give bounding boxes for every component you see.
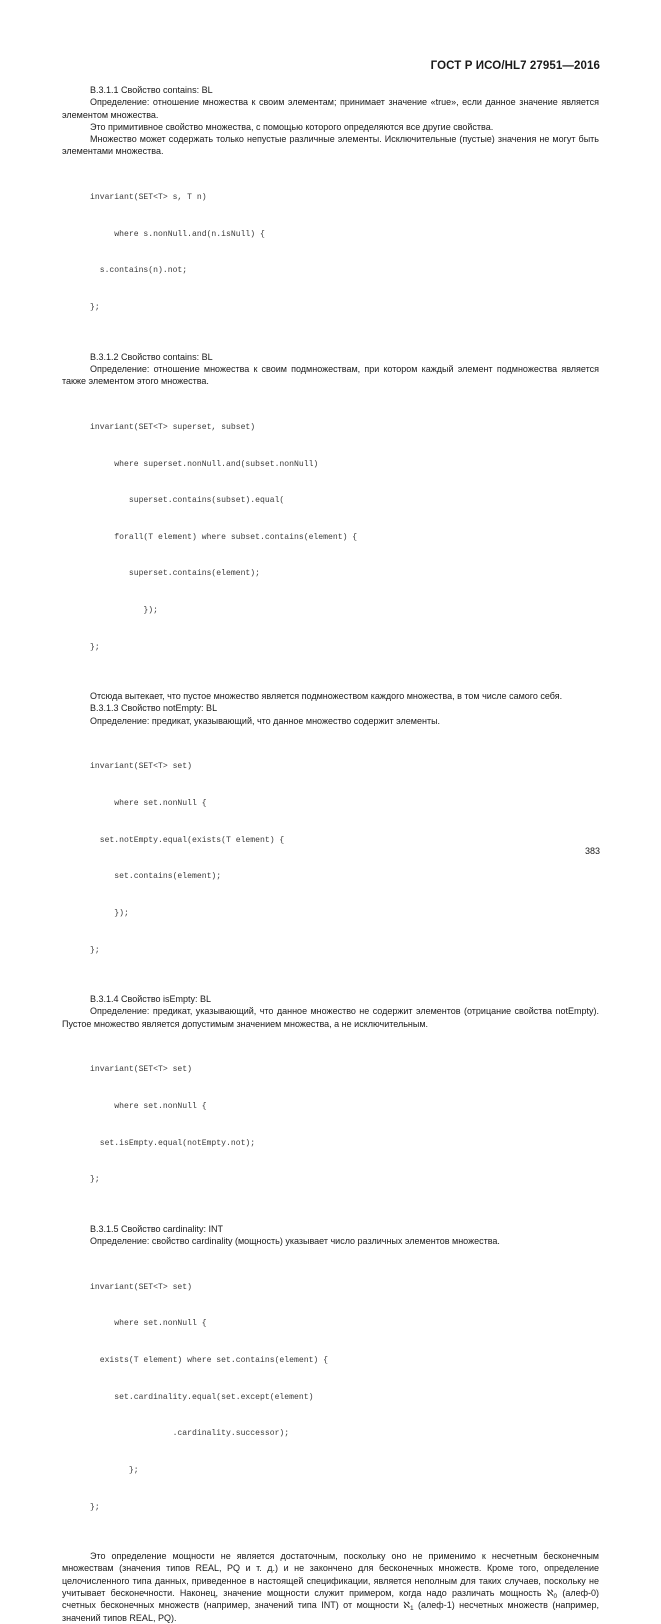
code-line: where superset.nonNull.and(subset.nonNull) bbox=[90, 459, 319, 469]
code-block bbox=[90, 1257, 599, 1538]
code-line: invariant(SET<T> superset, subset) bbox=[90, 422, 256, 432]
paragraph: Определение: отношение множества к своим подмножествам, при котором каждый элемент подмножества является также элементом этого множества. bbox=[62, 363, 599, 387]
paragraph: Отсюда вытекает, что пустое множество является подмножеством каждого множества, в том числе самого себя. bbox=[90, 691, 563, 702]
document-header: ГОСТ Р ИСО/HL7 27951—2016 bbox=[430, 60, 600, 72]
section-heading: B.3.1.1 Свойство contains: BL bbox=[90, 85, 213, 95]
code-line: set.isEmpty.equal(notEmpty.not); bbox=[90, 1138, 256, 1148]
code-line: .cardinality.successor); bbox=[90, 1429, 290, 1439]
code-line: where set.nonNull { bbox=[90, 1319, 207, 1329]
code-line: }; bbox=[90, 1175, 100, 1185]
code-line: where s.nonNull.and(n.isNull) { bbox=[90, 229, 265, 239]
code-line: set.contains(element); bbox=[90, 872, 222, 882]
code-block bbox=[90, 398, 599, 679]
closing-text-3: (алеф-1) несчетных множеств (например, значений типов REAL, PQ). bbox=[62, 1600, 599, 1623]
code-line: }); bbox=[90, 605, 158, 615]
closing-text-1: Это определение мощности не является достаточным, поскольку оно не применимо к несчетным бесконечным множествам (значения типов REAL, PQ и т. д.) и не закончено для бесконечных множеств. Кроме того, определение целочисленного типа данных, приведенное в настоящей спецификации, является неполным для таких случаев, поскольку не учитывает бесконечности. Наконец, значение мощности служит примером, когда надо различать мощность bbox=[62, 1551, 599, 1599]
section-is-empty bbox=[62, 993, 599, 1211]
aleph-subscript: 1 bbox=[409, 1605, 414, 1613]
section-heading: B.3.1.5 Свойство cardinality: INT bbox=[90, 1223, 224, 1234]
code-line: where set.nonNull { bbox=[90, 799, 207, 809]
section-cardinality bbox=[62, 1223, 599, 1538]
paragraph: Определение: свойство cardinality (мощность) указывает число различных элементов множества. bbox=[90, 1236, 500, 1247]
code-line: set.notEmpty.equal(exists(T element) { bbox=[90, 835, 285, 845]
aleph-symbol: ℵ bbox=[546, 1588, 554, 1599]
code-line: s.contains(n).not; bbox=[90, 266, 188, 276]
code-block bbox=[90, 737, 599, 981]
code-line: exists(T element) where set.contains(element) { bbox=[90, 1356, 328, 1366]
code-line: invariant(SET<T> set) bbox=[90, 762, 192, 772]
paragraph: Определение: предикат, указывающий, что данное множество не содержит элементов (отрицание свойства notEmpty). Пустое множество является допустимым значением множества, а не исключительным. bbox=[62, 1006, 599, 1029]
code-line: set.cardinality.equal(set.except(element) bbox=[90, 1392, 314, 1402]
code-line: invariant(SET<T> set) bbox=[90, 1065, 192, 1075]
page-number: 383 bbox=[584, 846, 600, 856]
code-block bbox=[90, 168, 599, 339]
closing-paragraph bbox=[62, 1550, 599, 1624]
code-line: invariant(SET<T> set) bbox=[90, 1282, 192, 1292]
code-line: }; bbox=[90, 1465, 139, 1475]
section-contains-subset bbox=[62, 351, 599, 679]
code-line: }; bbox=[90, 945, 100, 955]
code-line: }; bbox=[90, 642, 100, 652]
paragraph: Определение: отношение множества к своим элементам; принимает значение «true», если данное значение является элементом множества. bbox=[62, 97, 599, 120]
code-line: invariant(SET<T> s, T n) bbox=[90, 193, 207, 203]
code-line: where set.nonNull { bbox=[90, 1102, 207, 1112]
section-heading: B.3.1.2 Свойство contains: BL bbox=[90, 351, 213, 362]
aleph-symbol: ℵ bbox=[403, 1600, 410, 1611]
code-line: forall(T element) where subset.contains(element) { bbox=[90, 532, 358, 542]
section-heading: B.3.1.3 Свойство notEmpty: BL bbox=[90, 703, 218, 714]
paragraph: Это примитивное свойство множества, с помощью которого определяются все другие свойства. bbox=[90, 121, 494, 132]
closing-text-2: (алеф-0) счетных бесконечных множеств (например, значений типа INT) от мощности bbox=[62, 1588, 600, 1611]
code-line: superset.contains(subset).equal( bbox=[90, 496, 285, 506]
aleph-subscript: 0 bbox=[553, 1593, 558, 1601]
code-line: }; bbox=[90, 1502, 100, 1512]
section-contains-element bbox=[62, 84, 599, 339]
page-content bbox=[62, 84, 599, 1624]
code-line: superset.contains(element); bbox=[90, 569, 260, 579]
section-not-empty bbox=[62, 690, 599, 981]
paragraph: Определение: предикат, указывающий, что данное множество содержит элементы. bbox=[90, 715, 441, 726]
code-block bbox=[90, 1040, 599, 1211]
section-heading: B.3.1.4 Свойство isEmpty: BL bbox=[90, 994, 212, 1005]
paragraph: Множество может содержать только непустые различные элементы. Исключительные (пустые) значения не могут быть элементами множества. bbox=[62, 134, 599, 157]
code-line: }); bbox=[90, 908, 129, 918]
code-line: }; bbox=[90, 303, 100, 313]
